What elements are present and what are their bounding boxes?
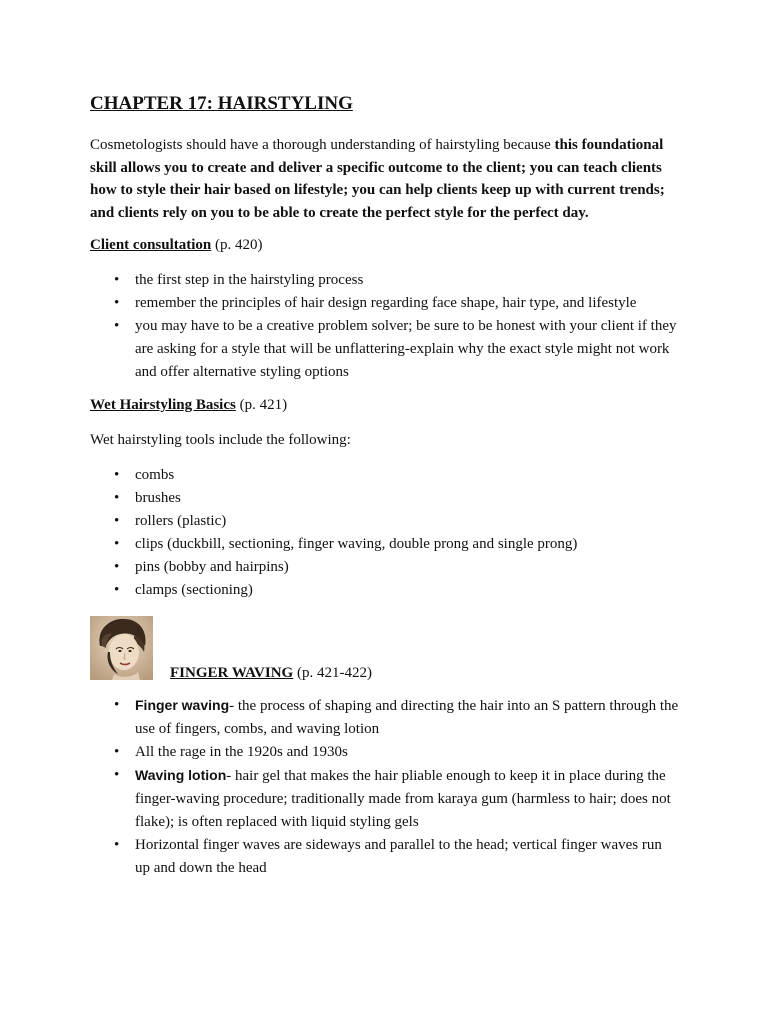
- bullet-icon: •: [114, 490, 120, 506]
- list-item-text: rollers (plastic): [135, 513, 227, 529]
- wet-hairstyling-page-ref: (p. 421): [235, 397, 288, 413]
- chapter-title: CHAPTER 17: HAIRSTYLING: [90, 93, 353, 114]
- bullet-icon: •: [114, 697, 120, 713]
- list-item: [90, 579, 680, 602]
- client-consultation-label: Client consultation: [90, 237, 212, 253]
- finger-waving-header: [90, 616, 680, 682]
- list-item: [90, 487, 680, 510]
- intro-bold-text: this foundational skill allows you to create and deliver a specific outcome to the client; you can teach clients how to style their hair based on lifestyle; you can help clients keep up with current trends; and clients rely on you to be able to create the perfect style for the perfect day.: [90, 137, 665, 221]
- list-item-text: pins (bobby and hairpins): [135, 559, 289, 575]
- client-consultation-heading: [90, 234, 680, 257]
- bullet-icon: •: [114, 536, 120, 552]
- bullet-icon: •: [114, 582, 120, 598]
- bullet-icon: •: [114, 295, 120, 311]
- list-item: [90, 269, 680, 292]
- bullet-icon: •: [114, 837, 120, 853]
- list-item: [90, 694, 680, 741]
- list-item: [90, 764, 680, 834]
- bullet-icon: •: [114, 272, 120, 288]
- finger-waving-heading: [170, 662, 372, 685]
- list-item: [90, 510, 680, 533]
- bullet-icon: •: [114, 744, 120, 760]
- wet-hairstyling-label: Wet Hairstyling Basics: [90, 397, 236, 413]
- list-item: [90, 834, 680, 880]
- list-item-text: - the process of shaping and directing the hair into an S pattern through the use of fingers, combs, and waving lotion: [135, 698, 679, 737]
- list-item-text: the first step in the hairstyling process: [135, 272, 364, 288]
- list-item: [90, 464, 680, 487]
- intro-paragraph: [90, 134, 680, 224]
- portrait-illustration: [90, 616, 153, 680]
- bullet-icon: •: [114, 318, 120, 334]
- list-item-text: - hair gel that makes the hair pliable enough to keep it in place during the finger-waving procedure; traditionally made from karaya gum (harmless to hair; does not flake); is often replaced with liquid styling gels: [135, 768, 671, 830]
- finger-waving-page-ref: (p. 421-422): [293, 665, 372, 681]
- bullet-icon: •: [114, 767, 120, 783]
- list-item-text: you may have to be a creative problem solver; be sure to be honest with your client if they are asking for a style that will be unflattering-explain why the exact style might not work and offer alternative styling options: [135, 318, 677, 380]
- list-item: [90, 556, 680, 579]
- list-item: [90, 533, 680, 556]
- tools-intro: Wet hairstyling tools include the following:: [90, 432, 351, 448]
- list-item: [90, 741, 680, 764]
- list-item-text: clamps (sectioning): [135, 582, 253, 598]
- consultation-list: [90, 269, 680, 384]
- wet-hairstyling-heading: [90, 394, 680, 417]
- list-item: [90, 292, 680, 315]
- bullet-icon: •: [114, 467, 120, 483]
- list-item-text: combs: [135, 467, 175, 483]
- finger-wave-portrait-image: [90, 616, 153, 680]
- bullet-icon: •: [114, 559, 120, 575]
- list-item-text: All the rage in the 1920s and 1930s: [135, 744, 348, 760]
- finger-waving-label: FINGER WAVING: [170, 665, 294, 681]
- term-label: Finger waving: [135, 697, 230, 713]
- finger-waving-list: [90, 694, 680, 880]
- list-item: [90, 315, 680, 384]
- list-item-text: Horizontal finger waves are sideways and parallel to the head; vertical finger waves run up and down the head: [135, 837, 662, 876]
- list-item-text: clips (duckbill, sectioning, finger waving, double prong and single prong): [135, 536, 578, 552]
- document-page: [90, 92, 680, 890]
- list-item-text: brushes: [135, 490, 181, 506]
- list-item-text: remember the principles of hair design regarding face shape, hair type, and lifestyle: [135, 295, 637, 311]
- client-consultation-page-ref: (p. 420): [211, 237, 263, 253]
- intro-plain-text: Cosmetologists should have a thorough understanding of hairstyling because: [90, 137, 555, 153]
- term-label: Waving lotion: [135, 767, 227, 783]
- tools-list: [90, 464, 680, 602]
- bullet-icon: •: [114, 513, 120, 529]
